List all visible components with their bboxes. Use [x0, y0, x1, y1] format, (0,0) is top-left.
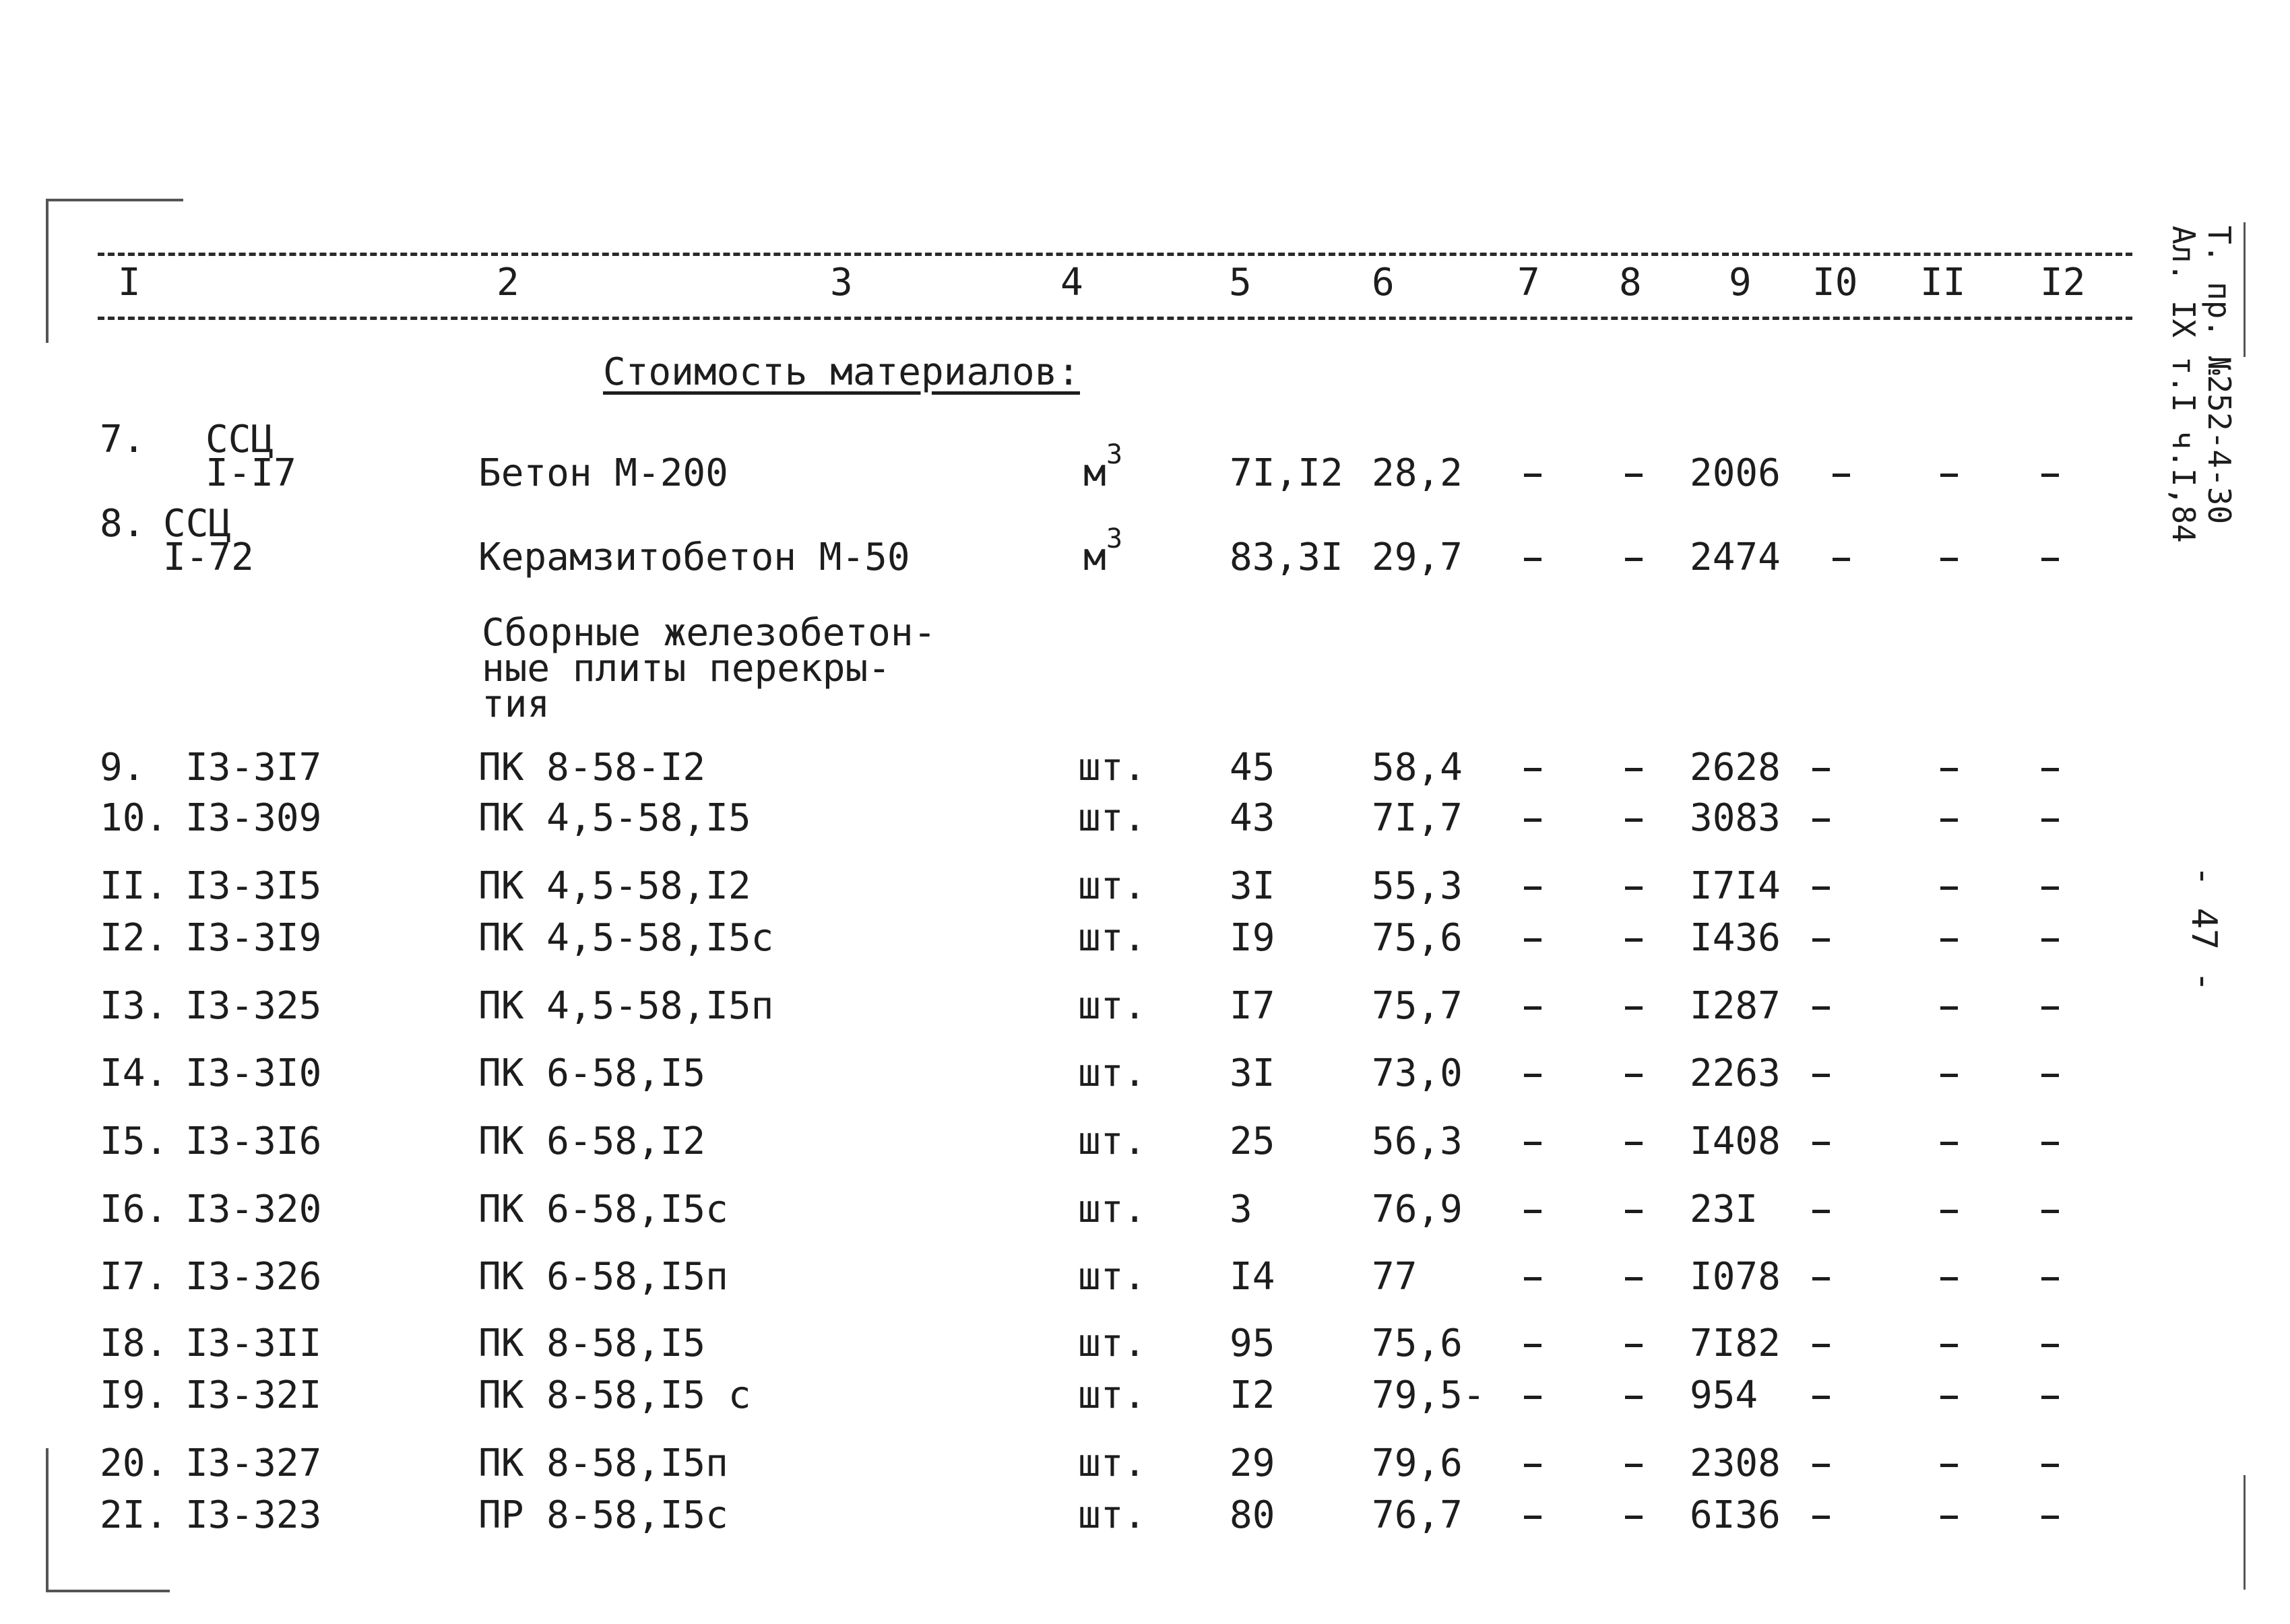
empty-cell-dash — [1625, 768, 1643, 771]
empty-cell-dash — [2041, 886, 2059, 890]
row-col9: 3083 — [1690, 796, 1781, 840]
empty-cell-dash — [1940, 768, 1958, 771]
empty-cell-dash — [1812, 768, 1830, 771]
row-unit: м — [1083, 535, 1106, 579]
empty-cell-dash — [1524, 1344, 1541, 1347]
row-code: I3-3II — [185, 1322, 322, 1365]
empty-cell-dash — [1940, 1006, 1958, 1010]
row-number: I4. — [100, 1051, 168, 1095]
row-col5: 45 — [1230, 746, 1275, 789]
empty-cell-dash — [2041, 938, 2059, 942]
row-col5: 43 — [1230, 796, 1275, 840]
row-col9: 2474 — [1690, 535, 1781, 579]
row-number: II. — [100, 864, 168, 908]
empty-cell-dash — [2041, 474, 2059, 477]
empty-cell-dash — [1940, 818, 1958, 822]
group-title-line: тия — [482, 682, 550, 726]
row-name: ПК 6-58,I5с — [478, 1188, 728, 1231]
empty-cell-dash — [1524, 938, 1541, 942]
column-header-5: 5 — [1229, 261, 1252, 304]
row-col9: 2628 — [1690, 746, 1781, 789]
row-col5: I2 — [1230, 1373, 1275, 1417]
empty-cell-dash — [1625, 558, 1643, 561]
row-name: ПК 8-58,I5 — [478, 1322, 706, 1365]
row-name: ПК 8-58,I5 с — [478, 1373, 751, 1417]
header-top-rule — [98, 253, 2132, 256]
row-code: I3-3I0 — [185, 1051, 322, 1095]
row-name: Керамзитобетон М-50 — [478, 535, 910, 579]
empty-cell-dash — [1524, 1142, 1541, 1145]
empty-cell-dash — [1524, 1396, 1541, 1399]
empty-cell-dash — [1940, 1277, 1958, 1280]
empty-cell-dash — [2041, 1464, 2059, 1467]
row-number: I3. — [100, 984, 168, 1028]
row-col6: 79,6 — [1372, 1441, 1463, 1485]
empty-cell-dash — [2041, 1344, 2059, 1347]
row-number: 8. — [100, 502, 146, 546]
empty-cell-dash — [1812, 1142, 1830, 1145]
empty-cell-dash — [1812, 1516, 1830, 1519]
row-col6: 55,3 — [1372, 864, 1463, 908]
empty-cell-dash — [2041, 1142, 2059, 1145]
empty-cell-dash — [1940, 1464, 1958, 1467]
empty-cell-dash — [1625, 1142, 1643, 1145]
row-col6: 56,3 — [1372, 1119, 1463, 1163]
row-col6: 7I,7 — [1372, 796, 1463, 840]
empty-cell-dash — [1812, 1464, 1830, 1467]
empty-cell-dash — [1524, 1006, 1541, 1010]
empty-cell-dash — [2041, 1396, 2059, 1399]
row-col6: 76,9 — [1372, 1188, 1463, 1231]
row-col5: 29 — [1230, 1441, 1275, 1485]
empty-cell-dash — [1833, 558, 1850, 561]
column-header-4: 4 — [1060, 261, 1083, 304]
empty-cell-dash — [1625, 1210, 1643, 1213]
empty-cell-dash — [2041, 558, 2059, 561]
side-note-line: Ал. IX т.I ч.I,84 — [2165, 226, 2202, 543]
column-header-2: 2 — [497, 261, 519, 304]
empty-cell-dash — [2041, 1210, 2059, 1213]
row-col6: 77 — [1372, 1255, 1418, 1299]
row-code: I3-3I9 — [185, 916, 322, 960]
side-note-line: Т. пр. №252-4-30 — [2201, 226, 2237, 525]
row-code: I3-327 — [185, 1441, 322, 1485]
empty-cell-dash — [1940, 558, 1958, 561]
row-col9: I436 — [1690, 916, 1781, 960]
empty-cell-dash — [1833, 474, 1850, 477]
column-header-6: 6 — [1372, 261, 1395, 304]
row-unit: шт. — [1078, 1119, 1147, 1163]
empty-cell-dash — [1625, 1006, 1643, 1010]
column-header-3: 3 — [830, 261, 853, 304]
row-unit-superscript: 3 — [1106, 439, 1123, 470]
row-col6: 29,7 — [1372, 535, 1463, 579]
row-name: ПК 4,5-58,I2 — [478, 864, 751, 908]
row-number: 9. — [100, 746, 146, 789]
empty-cell-dash — [1625, 474, 1643, 477]
row-number: 10. — [100, 796, 168, 840]
empty-cell-dash — [1812, 1074, 1830, 1077]
row-col9: 2308 — [1690, 1441, 1781, 1485]
row-number: I8. — [100, 1322, 168, 1365]
empty-cell-dash — [2041, 1006, 2059, 1010]
row-code: I3-32I — [185, 1373, 322, 1417]
row-name: ПР 8-58,I5с — [478, 1493, 728, 1537]
empty-cell-dash — [2041, 768, 2059, 771]
group-title-line: Сборные железобетон- — [482, 611, 936, 655]
empty-cell-dash — [1812, 886, 1830, 890]
row-code: I3-3I6 — [185, 1119, 322, 1163]
row-col6: 73,0 — [1372, 1051, 1463, 1095]
row-code: I3-325 — [185, 984, 322, 1028]
row-col6: 79,5- — [1372, 1373, 1486, 1417]
row-unit: шт. — [1078, 746, 1147, 789]
empty-cell-dash — [1812, 1344, 1830, 1347]
row-code: I3-326 — [185, 1255, 322, 1299]
row-unit: шт. — [1078, 916, 1147, 960]
row-number: 7. — [100, 418, 146, 461]
row-name: ПК 6-58,I5 — [478, 1051, 706, 1095]
empty-cell-dash — [1625, 1074, 1643, 1077]
empty-cell-dash — [1812, 1006, 1830, 1010]
row-unit: шт. — [1078, 1373, 1147, 1417]
row-col6: 76,7 — [1372, 1493, 1463, 1537]
row-col5: 95 — [1230, 1322, 1275, 1365]
row-col9: I7I4 — [1690, 864, 1781, 908]
row-col5: 83,3I — [1230, 535, 1343, 579]
empty-cell-dash — [1524, 886, 1541, 890]
empty-cell-dash — [1940, 1074, 1958, 1077]
row-unit-superscript: 3 — [1106, 523, 1123, 554]
row-name: ПК 6-58,I2 — [478, 1119, 706, 1163]
column-header-1: I — [118, 261, 141, 304]
empty-cell-dash — [1524, 1277, 1541, 1280]
frame-corner-top-left — [46, 199, 183, 343]
row-col9: I078 — [1690, 1255, 1781, 1299]
empty-cell-dash — [1625, 1464, 1643, 1467]
column-header-7: 7 — [1517, 261, 1540, 304]
row-col9: I408 — [1690, 1119, 1781, 1163]
empty-cell-dash — [1812, 938, 1830, 942]
empty-cell-dash — [1812, 818, 1830, 822]
row-unit: шт. — [1078, 1322, 1147, 1365]
row-col5: I9 — [1230, 916, 1275, 960]
row-name: ПК 8-58-I2 — [478, 746, 706, 789]
header-bottom-rule — [98, 317, 2132, 320]
row-number: I5. — [100, 1119, 168, 1163]
empty-cell-dash — [1812, 1396, 1830, 1399]
row-code: ССЦ — [205, 418, 274, 461]
row-code: I3-3I7 — [185, 746, 322, 789]
row-number: I9. — [100, 1373, 168, 1417]
empty-cell-dash — [1625, 886, 1643, 890]
row-col9: 7I82 — [1690, 1322, 1781, 1365]
empty-cell-dash — [1524, 558, 1541, 561]
row-number: 2I. — [100, 1493, 168, 1537]
row-col5: 25 — [1230, 1119, 1275, 1163]
empty-cell-dash — [1625, 818, 1643, 822]
empty-cell-dash — [1940, 1516, 1958, 1519]
empty-cell-dash — [1625, 1277, 1643, 1280]
row-col9: 2263 — [1690, 1051, 1781, 1095]
row-unit: м — [1083, 451, 1106, 495]
column-header-12: I2 — [2040, 261, 2086, 304]
empty-cell-dash — [1524, 1210, 1541, 1213]
row-name: ПК 6-58,I5п — [478, 1255, 728, 1299]
empty-cell-dash — [1524, 1516, 1541, 1519]
row-unit: шт. — [1078, 1255, 1147, 1299]
row-col9: 6I36 — [1690, 1493, 1781, 1537]
empty-cell-dash — [1940, 1142, 1958, 1145]
column-header-11: II — [1920, 261, 1966, 304]
empty-cell-dash — [1940, 1210, 1958, 1213]
empty-cell-dash — [1524, 1464, 1541, 1467]
frame-corner-bottom-right — [2217, 1475, 2246, 1590]
empty-cell-dash — [1524, 1074, 1541, 1077]
section-title: Стоимость материалов: — [603, 350, 1081, 394]
row-code: I-I7 — [205, 451, 296, 495]
row-code: I3-3I5 — [185, 864, 322, 908]
empty-cell-dash — [1812, 1210, 1830, 1213]
empty-cell-dash — [1812, 1277, 1830, 1280]
row-number: I7. — [100, 1255, 168, 1299]
empty-cell-dash — [1940, 938, 1958, 942]
side-note — [2165, 226, 2237, 543]
row-col6: 75,7 — [1372, 984, 1463, 1028]
row-col9: I287 — [1690, 984, 1781, 1028]
row-number: I2. — [100, 916, 168, 960]
row-number: 20. — [100, 1441, 168, 1485]
row-code: I3-323 — [185, 1493, 322, 1537]
column-header-9: 9 — [1729, 261, 1752, 304]
row-code: I3-309 — [185, 796, 322, 840]
empty-cell-dash — [1524, 474, 1541, 477]
page-number: - 47 - — [2184, 866, 2224, 992]
row-col5: 3I — [1230, 864, 1275, 908]
row-col9: 23I — [1690, 1188, 1758, 1231]
row-col5: 3 — [1230, 1188, 1252, 1231]
empty-cell-dash — [2041, 1074, 2059, 1077]
row-unit: шт. — [1078, 1441, 1147, 1485]
row-col6: 75,6 — [1372, 1322, 1463, 1365]
row-number: I6. — [100, 1188, 168, 1231]
row-col5: I4 — [1230, 1255, 1275, 1299]
empty-cell-dash — [1625, 1396, 1643, 1399]
row-col5: 3I — [1230, 1051, 1275, 1095]
row-col6: 28,2 — [1372, 451, 1463, 495]
row-code: I-72 — [163, 535, 254, 579]
empty-cell-dash — [1625, 1344, 1643, 1347]
group-title-line: ные плиты перекры- — [482, 647, 891, 690]
row-col5: I7 — [1230, 984, 1275, 1028]
empty-cell-dash — [2041, 1277, 2059, 1280]
row-col9: 954 — [1690, 1373, 1758, 1417]
empty-cell-dash — [1940, 1344, 1958, 1347]
row-unit: шт. — [1078, 1493, 1147, 1537]
row-name: ПК 8-58,I5п — [478, 1441, 728, 1485]
row-code: I3-320 — [185, 1188, 322, 1231]
empty-cell-dash — [1940, 474, 1958, 477]
row-unit: шт. — [1078, 796, 1147, 840]
empty-cell-dash — [2041, 1516, 2059, 1519]
row-name: ПК 4,5-58,I5 — [478, 796, 751, 840]
row-code: ССЦ — [163, 502, 232, 546]
row-col9: 2006 — [1690, 451, 1781, 495]
row-col6: 58,4 — [1372, 746, 1463, 789]
empty-cell-dash — [1625, 1516, 1643, 1519]
row-col5: 7I,I2 — [1230, 451, 1343, 495]
row-unit: шт. — [1078, 1051, 1147, 1095]
empty-cell-dash — [1524, 768, 1541, 771]
empty-cell-dash — [1940, 886, 1958, 890]
row-name: ПК 4,5-58,I5п — [478, 984, 774, 1028]
row-col5: 80 — [1230, 1493, 1275, 1537]
row-name: Бетон М-200 — [478, 451, 728, 495]
empty-cell-dash — [1524, 818, 1541, 822]
empty-cell-dash — [1625, 938, 1643, 942]
row-name: ПК 4,5-58,I5с — [478, 916, 774, 960]
row-unit: шт. — [1078, 984, 1147, 1028]
row-unit: шт. — [1078, 1188, 1147, 1231]
row-col6: 75,6 — [1372, 916, 1463, 960]
column-header-10: I0 — [1812, 261, 1858, 304]
row-unit: шт. — [1078, 864, 1147, 908]
empty-cell-dash — [2041, 818, 2059, 822]
empty-cell-dash — [1940, 1396, 1958, 1399]
column-header-8: 8 — [1619, 261, 1642, 304]
